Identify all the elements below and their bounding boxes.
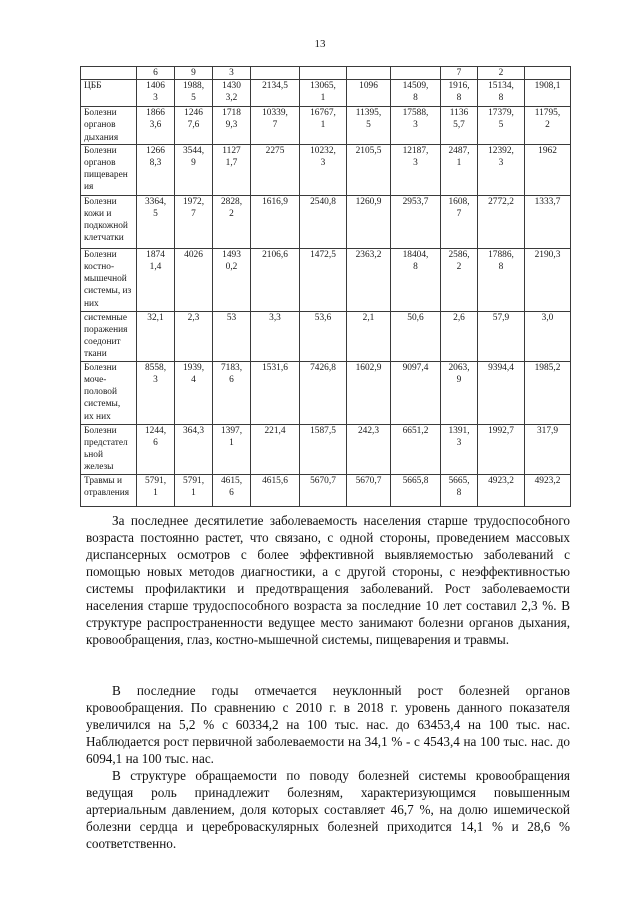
row-label-cell: ЦББ (81, 80, 137, 107)
morbidity-table (80, 66, 571, 507)
table-cell: 6651,2 (391, 424, 441, 474)
table-cell: 1391, 3 (441, 424, 478, 474)
paragraph-3 (86, 767, 570, 852)
table-row (81, 80, 571, 107)
table-cell: 2586, 2 (441, 248, 478, 311)
table-cell: 317,9 (525, 424, 571, 474)
table-cell: 1333,7 (525, 195, 571, 248)
table-cell: 2828, 2 (213, 195, 251, 248)
table-cell: 1472,5 (300, 248, 347, 311)
row-label-cell: системные поражения соедонит ткани (81, 311, 137, 361)
paragraph-text: В последние годы отмечается неуклонный рост болезней органов кровообращения. По сравнению с 2010 г. в 2018 г. уровень данного показателя увеличился на 5,2 % с 60334,2 на 100 тыс. нас. до 63453,4 на 100 тыс. нас. Наблюдается рост первичной заболеваемости на 34,1 % - с 4543,4 на 100 тыс. нас. до 6094,1 на 100 тыс. нас. (86, 683, 570, 766)
table-cell: 7 (441, 67, 478, 80)
paragraph-text: За последнее десятилетие заболеваемость населения старше трудоспособного возраста постоянно растет, что связано, с одной стороны, проведением массовых диспансерных осмотров с более эффективной выявляемостью заболеваний с помощью новых методов диагностики, а с другой стороны, с неэффективностью системы профилактики и предотвращения заболеваний. Рост заболеваемости населения старше трудоспособного возраста за последние 10 лет составил 2,3 %. В структуре распространенности ведущее место занимают болезни органов дыхания, кровообращения, глаз, костно-мышечной системы, пищеварения и травмы. (86, 513, 570, 647)
table-cell: 1244, 6 (137, 424, 175, 474)
row-label-cell: Травмы и отравления (81, 474, 137, 506)
table-cell: 1972, 7 (175, 195, 213, 248)
table-cell: 1136 5,7 (441, 107, 478, 145)
row-label-cell: Болезни органов дыхания (81, 107, 137, 145)
table-cell: 2106,6 (251, 248, 300, 311)
table-cell: 1908,1 (525, 80, 571, 107)
table-cell: 3544, 9 (175, 144, 213, 195)
table-cell: 12392, 3 (478, 144, 525, 195)
paragraph-text: В структуре обращаемости по поводу болезней системы кровообращения ведущая роль принадлежит болезням, характеризующимся повышенным артериальным давлением, доля которых составляет 46,7 %, на долю ишемической болезни сердца и цереброваскулярных болезней приходится 14,1 % и 28,6 % соответственно. (86, 768, 570, 851)
table-cell: 15134, 8 (478, 80, 525, 107)
table-cell: 2134,5 (251, 80, 300, 107)
row-label-cell: Болезни костно- мышечной системы, из них (81, 248, 137, 311)
table-cell: 2540,8 (300, 195, 347, 248)
table-cell: 17588, 3 (391, 107, 441, 145)
table-cell: 1406 3 (137, 80, 175, 107)
table-row (81, 361, 571, 424)
table-cell: 1874 1,4 (137, 248, 175, 311)
table-cell: 1246 7,6 (175, 107, 213, 145)
table-cell: 53,6 (300, 311, 347, 361)
table-cell: 2275 (251, 144, 300, 195)
table-cell: 1985,2 (525, 361, 571, 424)
table-cell: 1531,6 (251, 361, 300, 424)
table-cell: 13065, 1 (300, 80, 347, 107)
row-label-cell: Болезни моче- половой системы, их них (81, 361, 137, 424)
row-label-cell: Болезни предстател ьной железы (81, 424, 137, 474)
table-cell: 5670,7 (300, 474, 347, 506)
table-cell: 17886, 8 (478, 248, 525, 311)
table-cell: 4923,2 (478, 474, 525, 506)
table-body (81, 67, 571, 507)
table-cell: 3,3 (251, 311, 300, 361)
table-cell: 3364, 5 (137, 195, 175, 248)
table-cell: 14509, 8 (391, 80, 441, 107)
table-cell: 5670,7 (347, 474, 391, 506)
table-cell: 7183, 6 (213, 361, 251, 424)
table-cell: 1616,9 (251, 195, 300, 248)
table-cell: 11795, 2 (525, 107, 571, 145)
table-cell: 1962 (525, 144, 571, 195)
table-cell: 1602,9 (347, 361, 391, 424)
table-cell (391, 67, 441, 80)
table-cell: 5665, 8 (441, 474, 478, 506)
table-cell: 5791, 1 (175, 474, 213, 506)
table-cell: 1988, 5 (175, 80, 213, 107)
table-row (81, 311, 571, 361)
table-row (81, 424, 571, 474)
table-cell: 2,3 (175, 311, 213, 361)
table-cell: 9 (175, 67, 213, 80)
table-cell: 9097,4 (391, 361, 441, 424)
table-cell: 5791, 1 (137, 474, 175, 506)
table-cell: 50,6 (391, 311, 441, 361)
row-label-cell: Болезни органов пищеварен ия (81, 144, 137, 195)
paragraph-2 (86, 682, 570, 767)
row-label-cell (81, 67, 137, 80)
table-cell: 2487, 1 (441, 144, 478, 195)
table-cell: 12187, 3 (391, 144, 441, 195)
table-cell: 2953,7 (391, 195, 441, 248)
paragraph-1 (86, 512, 570, 648)
table-cell: 2363,2 (347, 248, 391, 311)
table-cell: 1260,9 (347, 195, 391, 248)
table-row (81, 195, 571, 248)
table-row (81, 474, 571, 506)
table-cell: 1916, 8 (441, 80, 478, 107)
table-header-row (81, 67, 571, 80)
table-cell: 2 (478, 67, 525, 80)
table-cell: 1866 3,6 (137, 107, 175, 145)
table-cell: 16767, 1 (300, 107, 347, 145)
table-cell: 242,3 (347, 424, 391, 474)
table-cell: 57,9 (478, 311, 525, 361)
table-cell: 7426,8 (300, 361, 347, 424)
table-cell: 1608, 7 (441, 195, 478, 248)
table-cell (347, 67, 391, 80)
table-cell: 2105,5 (347, 144, 391, 195)
table-cell: 32,1 (137, 311, 175, 361)
table-cell: 3 (213, 67, 251, 80)
table-cell: 53 (213, 311, 251, 361)
table-cell: 1127 1,7 (213, 144, 251, 195)
table-cell: 10232, 3 (300, 144, 347, 195)
table-row (81, 144, 571, 195)
table-cell: 1992,7 (478, 424, 525, 474)
table-cell: 1493 0,2 (213, 248, 251, 311)
table-cell: 1266 8,3 (137, 144, 175, 195)
table-cell: 10339, 7 (251, 107, 300, 145)
table-cell (525, 67, 571, 80)
table-cell (300, 67, 347, 80)
table-cell: 2,1 (347, 311, 391, 361)
table-cell: 1587,5 (300, 424, 347, 474)
table-cell: 4923,2 (525, 474, 571, 506)
table-cell: 18404, 8 (391, 248, 441, 311)
table-row (81, 248, 571, 311)
table-cell: 4615, 6 (213, 474, 251, 506)
table-cell: 4026 (175, 248, 213, 311)
table-cell: 8558, 3 (137, 361, 175, 424)
table-cell: 9394,4 (478, 361, 525, 424)
table-cell: 5665,8 (391, 474, 441, 506)
table-cell: 364,3 (175, 424, 213, 474)
table-cell: 2,6 (441, 311, 478, 361)
table-cell: 11395, 5 (347, 107, 391, 145)
table-cell: 1718 9,3 (213, 107, 251, 145)
table-cell: 17379, 5 (478, 107, 525, 145)
table-cell: 4615,6 (251, 474, 300, 506)
table-cell: 1397, 1 (213, 424, 251, 474)
table-row (81, 107, 571, 145)
table-cell: 1939, 4 (175, 361, 213, 424)
row-label-cell: Болезни кожи и подкожной клетчатки (81, 195, 137, 248)
table-cell: 2190,3 (525, 248, 571, 311)
table-cell: 6 (137, 67, 175, 80)
table-cell: 1430 3,2 (213, 80, 251, 107)
page-number: 13 (314, 38, 326, 50)
table-cell: 221,4 (251, 424, 300, 474)
table-cell: 3,0 (525, 311, 571, 361)
table-cell: 2772,2 (478, 195, 525, 248)
table-cell: 1096 (347, 80, 391, 107)
table-cell (251, 67, 300, 80)
table-cell: 2063, 9 (441, 361, 478, 424)
